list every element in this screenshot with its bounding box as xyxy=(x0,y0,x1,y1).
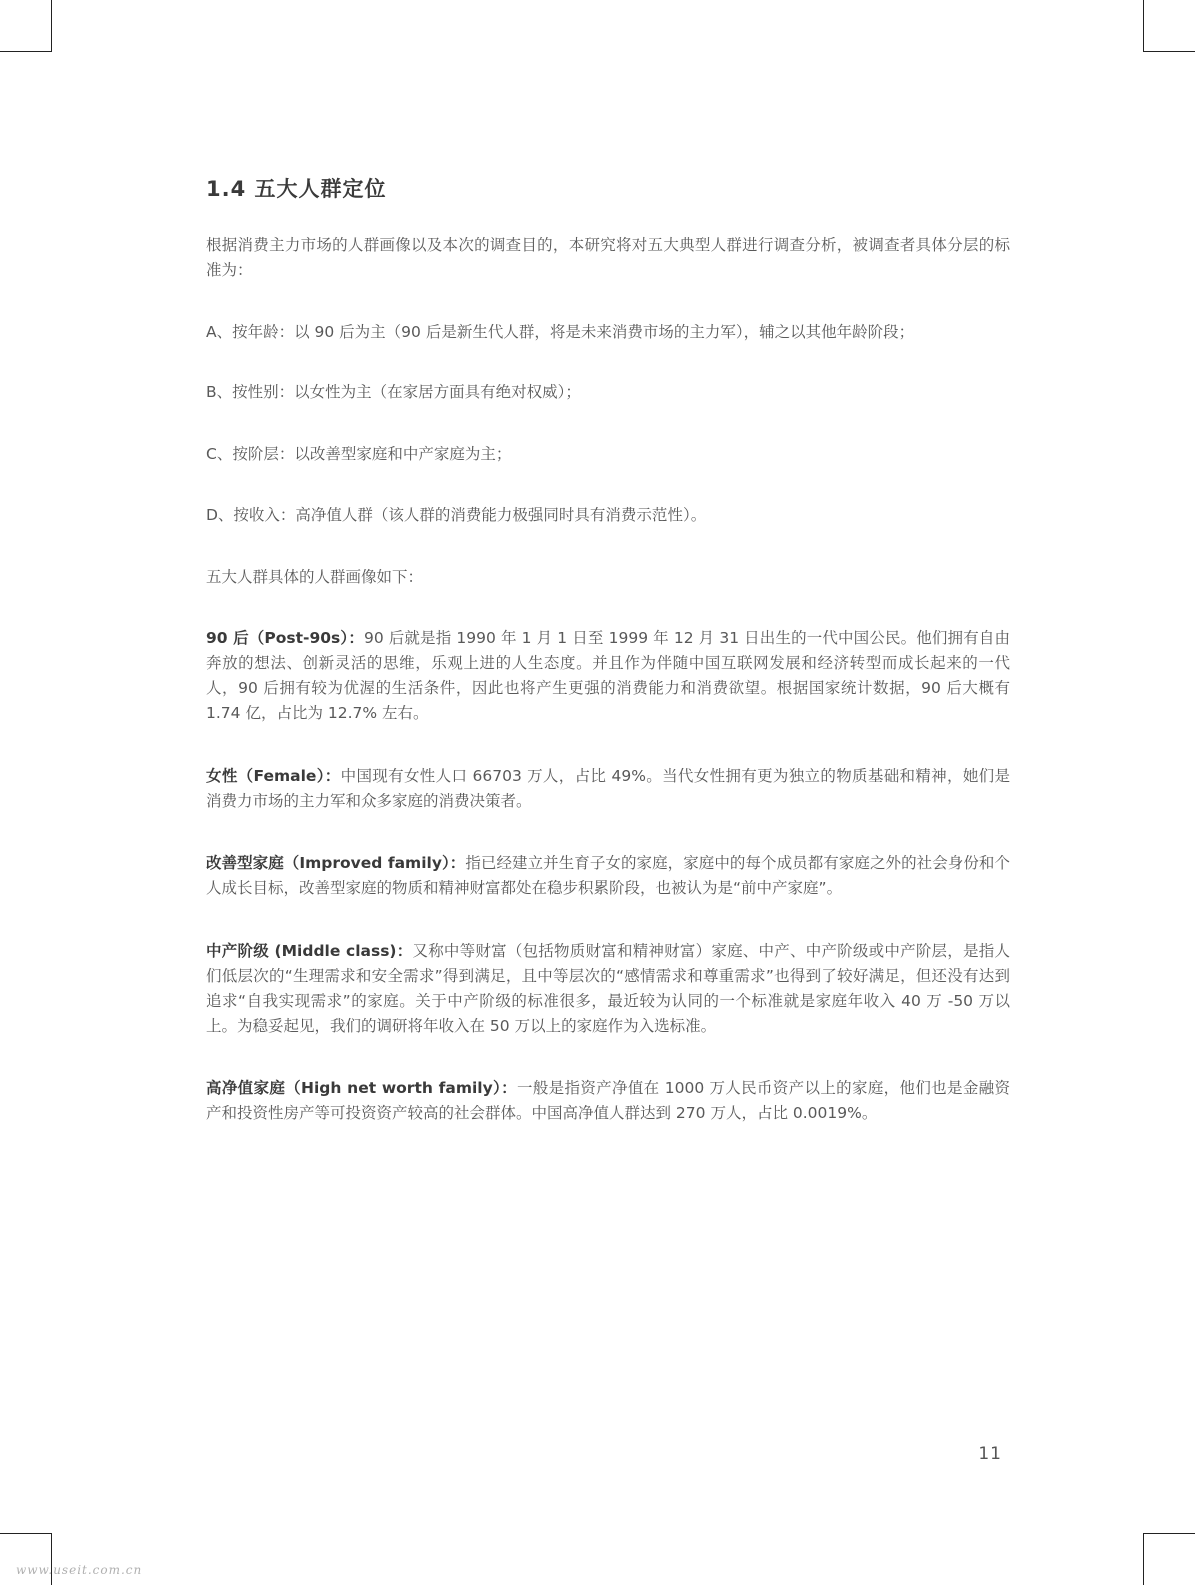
group-improved-family xyxy=(206,851,1010,901)
group-middle-class xyxy=(206,939,1010,1039)
group-term: 90 后（Post-90s）： xyxy=(206,629,364,647)
crop-mark-top-left xyxy=(0,0,52,52)
group-description: 指已经建立并生育子女的家庭，家庭中的每个成员都有家庭之外的社会身份和个人成长目标，改善型家庭的物质和精神财富都处在稳步积累阶段，也被认为是“前中产家庭”。 xyxy=(206,854,1010,897)
group-description: 一般是指资产净值在 1000 万人民币资产以上的家庭，他们也是金融资产和投资性房产等可投资资产较高的社会群体。中国高净值人群达到 270 万人，占比 0.0019%。 xyxy=(206,1079,1011,1122)
crop-mark-top-right xyxy=(1143,0,1195,52)
group-term: 中产阶级 (Middle class)： xyxy=(206,942,413,960)
group-description: 中国现有女性人口 66703 万人，占比 49%。当代女性拥有更为独立的物质基础和精神，她们是消费力市场的主力军和众多家庭的消费决策者。 xyxy=(206,767,1010,810)
group-term: 改善型家庭（Improved family）： xyxy=(206,854,466,872)
group-female xyxy=(206,764,1010,814)
section-heading: 1.4 五大人群定位 xyxy=(206,177,387,201)
group-description: 又称中等财富（包括物质财富和精神财富）家庭、中产、中产阶级或中产阶层，是指人们低层次的“生理需求和安全需求”得到满足，且中等层次的“感情需求和尊重需求”也得到了较好满足，但还没有达到追求“自我实现需求”的家庭。关于中产阶级的标准很多，最近较为认同的一个标准就是家庭年收入 40 万 -50 万以上。为稳妥起见，我们的调研将年收入在 50 万以上的家庭作为入选标准。 xyxy=(206,942,1010,1035)
criterion-income: D、按收入：高净值人群（该人群的消费能力极强同时具有消费示范性）。 xyxy=(206,506,707,524)
intro-paragraph: 根据消费主力市场的人群画像以及本次的调查目的，本研究将对五大典型人群进行调查分析，被调查者具体分层的标准为： xyxy=(206,236,1010,279)
group-term: 女性（Female）： xyxy=(206,767,341,785)
page-number: 11 xyxy=(978,1444,1002,1464)
group-description: 90 后就是指 1990 年 1 月 1 日至 1999 年 12 月 31 日出生的一代中国公民。他们拥有自由奔放的想法、创新灵活的思维，乐观上进的人生态度。并且作为伴随中国互联网发展和经济转型而成长起来的一代人，90 后拥有较为优渥的生活条件，因此也将产生更强的消费能力和消费欲望。根据国家统计数据，90 后大概有 1.74 亿，占比为 12.7% 左右。 xyxy=(206,629,1010,722)
group-post-90s xyxy=(206,626,1010,726)
crop-mark-bottom-left xyxy=(0,1533,52,1585)
portrait-intro: 五大人群具体的人群画像如下： xyxy=(206,568,424,586)
criterion-class: C、按阶层：以改善型家庭和中产家庭为主； xyxy=(206,445,512,463)
group-high-net-worth xyxy=(206,1076,1010,1126)
crop-mark-bottom-right xyxy=(1143,1533,1195,1585)
watermark: www.useit.com.cn xyxy=(16,1563,143,1577)
criterion-age: A、按年龄：以 90 后为主（90 后是新生代人群，将是未来消费市场的主力军），辅之以其他年龄阶段； xyxy=(206,323,915,341)
criterion-gender: B、按性别：以女性为主（在家居方面具有绝对权威）； xyxy=(206,383,581,401)
group-term: 高净值家庭（High net worth family）： xyxy=(206,1079,517,1097)
